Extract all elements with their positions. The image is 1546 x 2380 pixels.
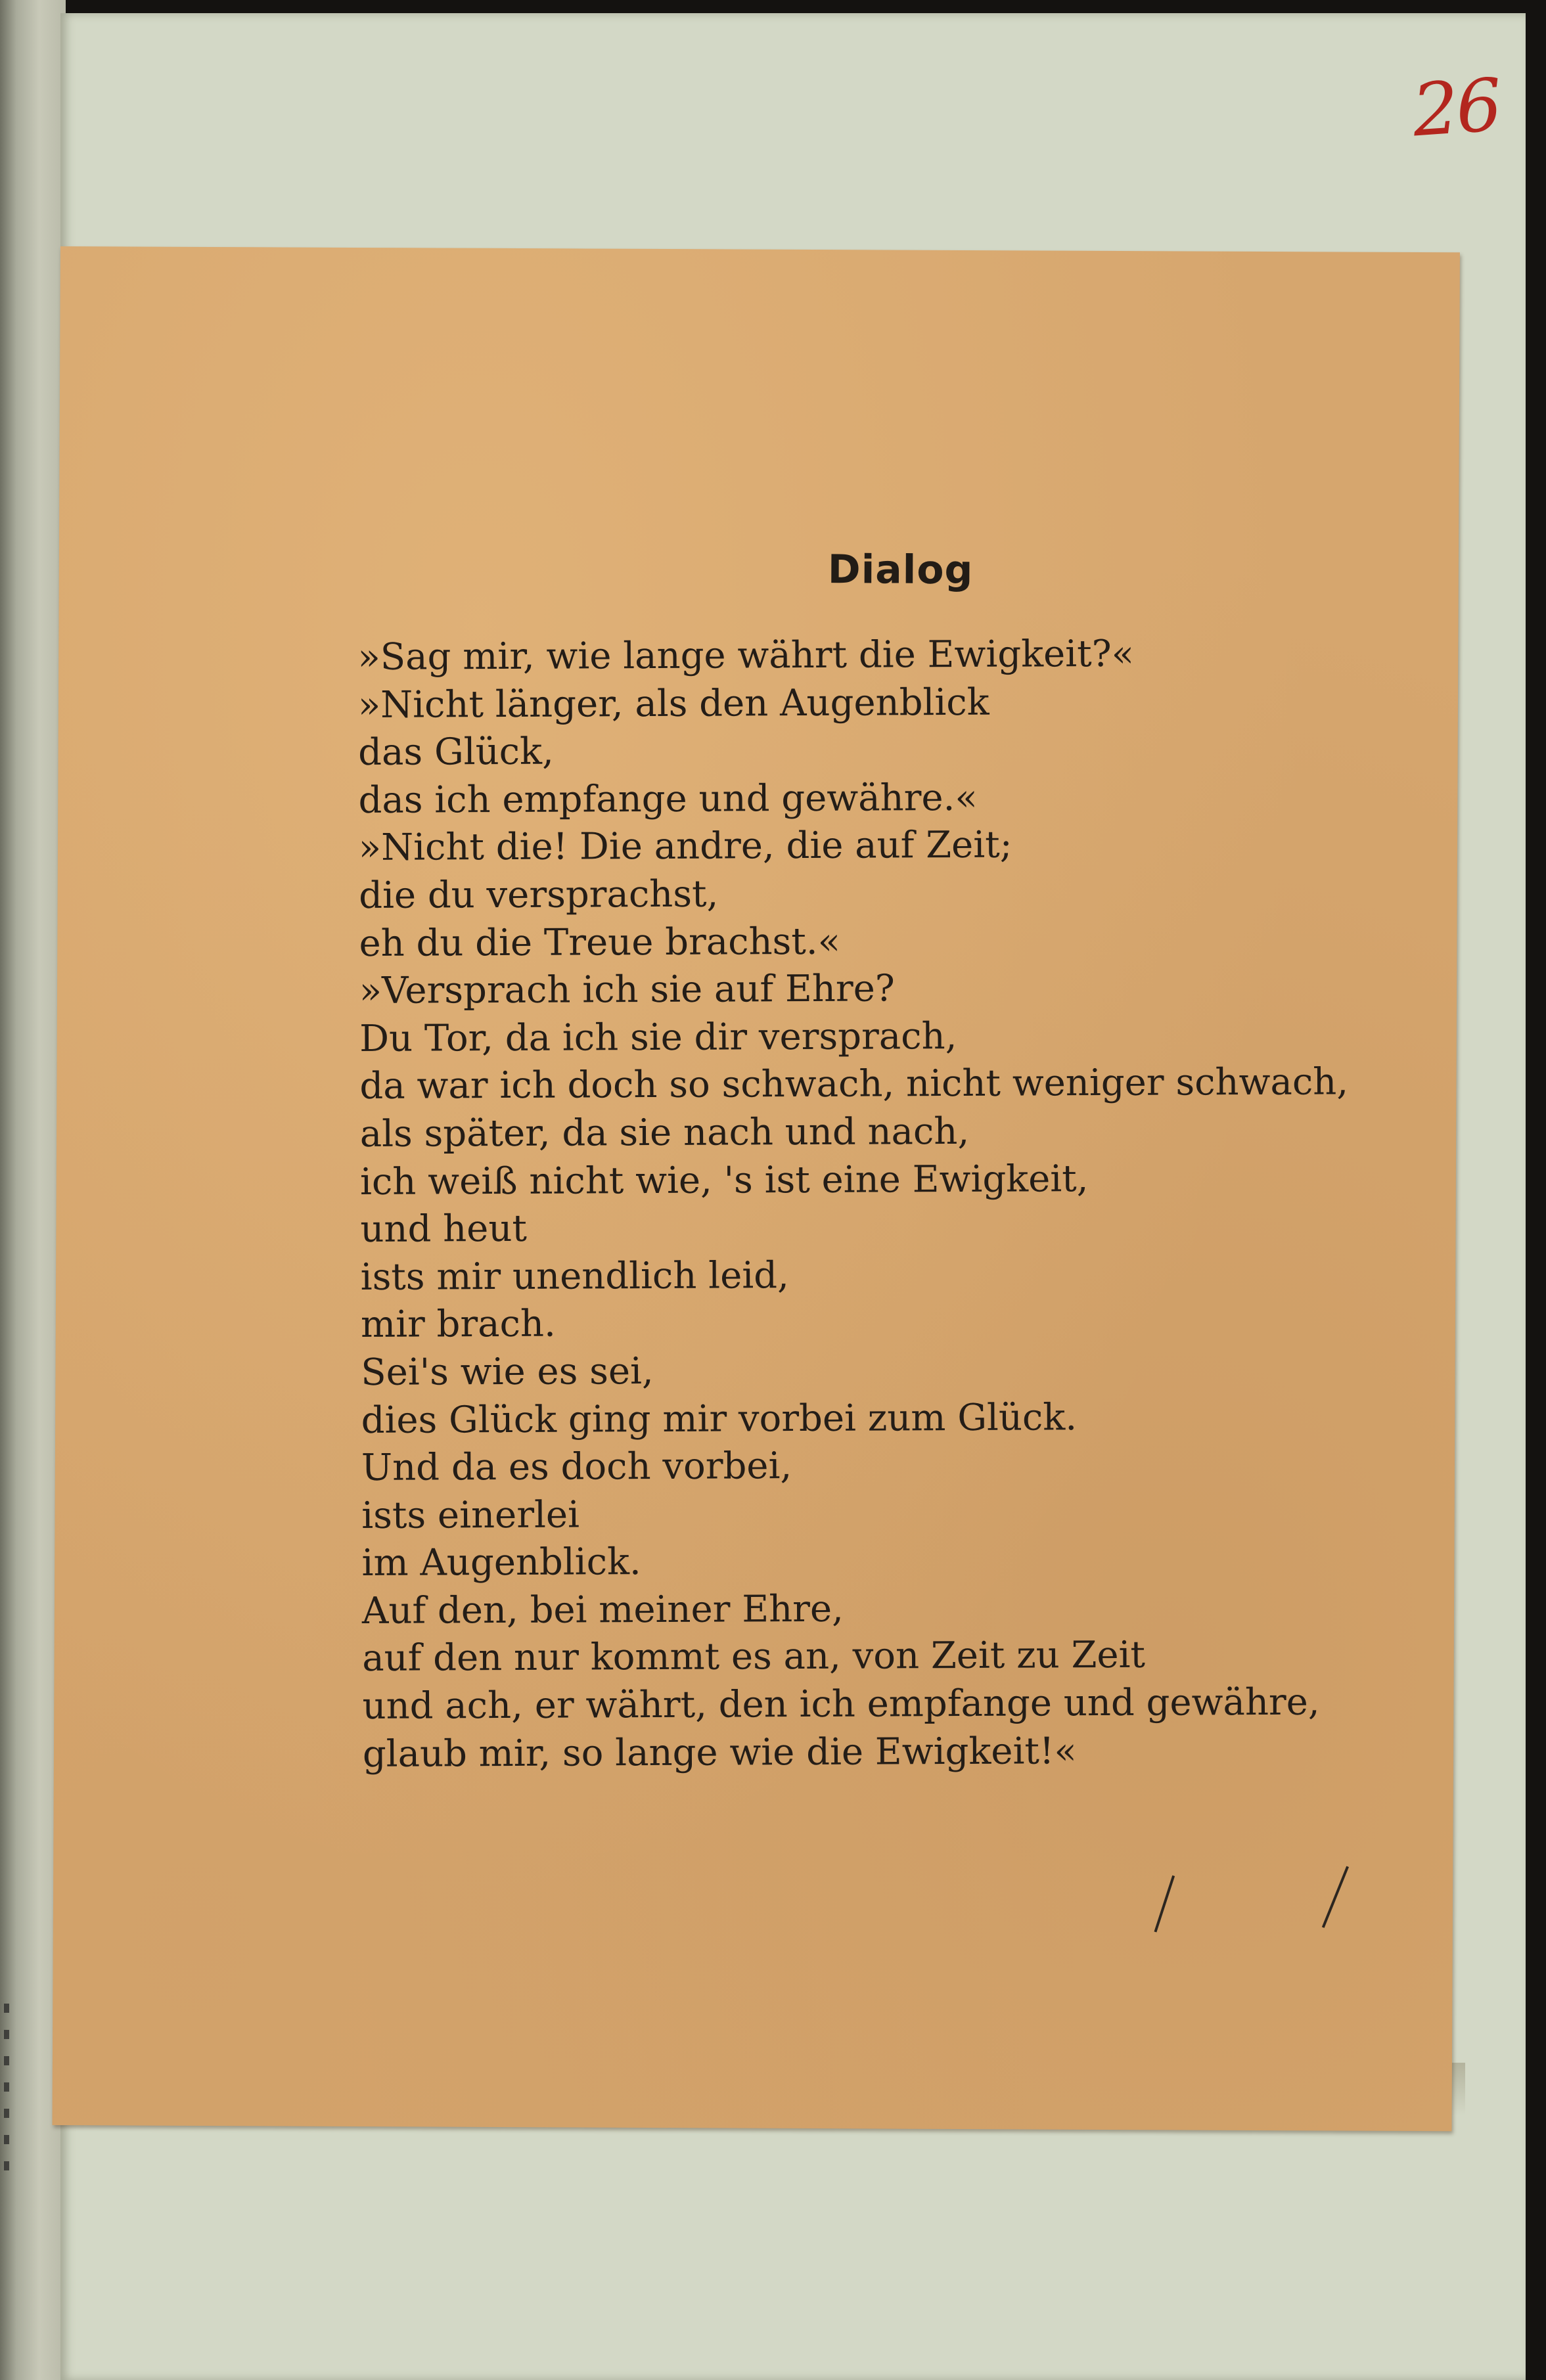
poem-line: ich weiß nicht wie, 's ist eine Ewigkeit, [359,1157,1089,1203]
poem-line: als später, da sie nach und nach, [359,1110,970,1156]
poem-line: Du Tor, da ich sie dir versprach, [359,1014,957,1060]
poem-line: »Sag mir, wie lange währt die Ewigkeit?« [357,632,1135,679]
poem-line: die du versprachst, [359,872,719,917]
poem-line: Und da es doch vorbei, [361,1445,792,1490]
poem-body [357,629,1414,1778]
poem-line: »Nicht die! Die andre, die auf Zeit; [358,824,1012,870]
poem-title: Dialog [827,547,974,594]
poem-sheet [53,246,1460,2131]
poem-line: ists mir unendlich leid, [360,1253,789,1299]
poem-line: dies Glück ging mir vorbei zum Glück. [361,1395,1078,1442]
poem-line: ists einerlei [361,1493,580,1537]
binding-holes [4,2004,9,2188]
poem-line: da war ich doch so schwach, nicht weniger schwach, [359,1060,1349,1108]
handwritten-page-number: 26 [1409,62,1503,153]
poem-line: im Augenblick. [361,1540,641,1585]
poem-line: auf den nur kommt es an, von Zeit zu Zeit [362,1634,1146,1680]
poem-line: glaub mir, so lange wie die Ewigkeit!« [362,1729,1077,1776]
poem-line: Auf den, bei meiner Ehre, [361,1587,844,1632]
poem-line: das ich empfange und gewähre.« [358,776,978,822]
poem-line: »Nicht länger, als den Augenblick [357,681,989,727]
poem-line: und ach, er währt, den ich empfange und gewähre, [362,1680,1320,1728]
poem-line: eh du die Treue brachst.« [359,920,841,965]
poem-line: und heut [360,1207,528,1251]
poem-line: mir brach. [360,1302,556,1347]
poem-line: Sei's wie es sei, [361,1349,654,1394]
poem-line: das Glück, [358,730,554,775]
poem-line: »Versprach ich sie auf Ehre? [359,967,895,1013]
